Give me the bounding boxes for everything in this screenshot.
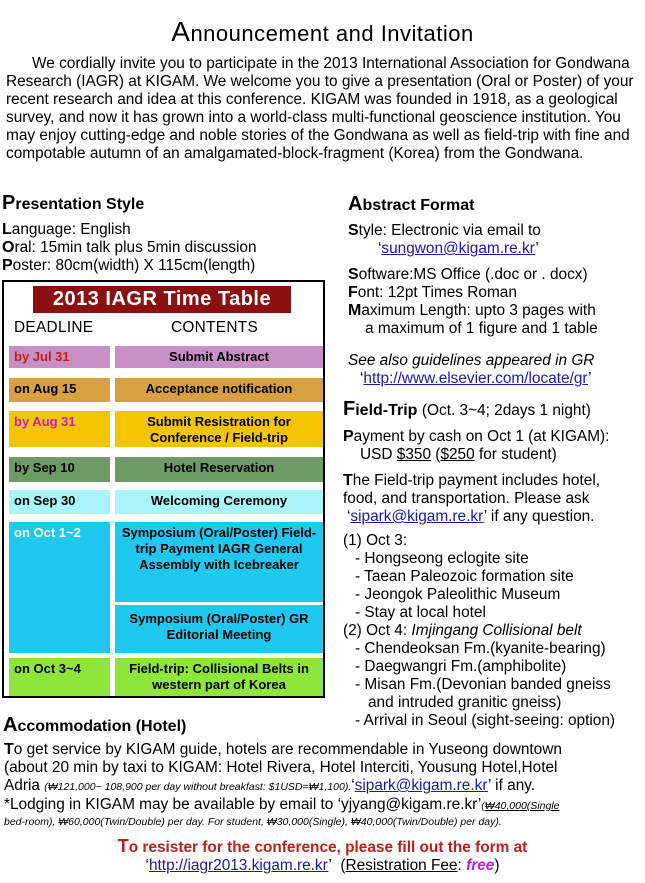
line-text: anguage: English xyxy=(11,221,131,238)
includes-email-line: ‘sipark@kigam.re.kr’ if any question. xyxy=(347,508,595,525)
line-text: oftware:MS Office (.doc or . docx) xyxy=(358,266,588,283)
accommodation-body xyxy=(4,741,644,829)
day2-item: and intruded granitic gneiss) xyxy=(368,694,562,711)
line-text: he Field-trip payment includes hotel, xyxy=(352,472,601,489)
day2-title: Imjingang Collisional belt xyxy=(411,622,582,639)
row-deadline-0 xyxy=(9,346,110,368)
line-text: ayment by cash on Oct 1 (at KIGAM): xyxy=(353,428,610,445)
acc-line-2: (about 20 min by taxi to KIGAM: Hotel Rivera, Hotel Interciti, Yousung Hotel,Hotel xyxy=(4,759,558,776)
page-title xyxy=(0,16,645,48)
includes-line xyxy=(343,472,645,490)
day2-item: - Arrival in Seoul (sight-seeing: option) xyxy=(355,712,616,729)
style-line xyxy=(348,222,645,240)
deadline-text: on Aug 15 xyxy=(14,381,77,396)
fieldtrip-section xyxy=(343,398,645,730)
accommodation-heading xyxy=(3,714,333,737)
presentation-section xyxy=(2,192,322,275)
contents-header: CONTENTS xyxy=(171,319,259,336)
row-content-0: Submit Abstract xyxy=(115,346,323,368)
heading-cap: A xyxy=(348,193,363,215)
day2-item: - Daegwangri Fm.(amphibolite) xyxy=(355,658,567,675)
heading-rest: o resister for the conference, please fill out the form at xyxy=(128,839,528,856)
heading-rest: ccommodation (Hotel) xyxy=(17,718,187,735)
heading-cap: A xyxy=(3,714,18,736)
line-text: aximum Length: upto 3 pages with xyxy=(361,302,596,319)
oral-line xyxy=(2,239,322,257)
line-text: ont: 12pt Times Roman xyxy=(357,284,517,301)
line-text: o get service by KIGAM guide, hotels are recommendable in Yuseong downtown xyxy=(13,741,562,758)
line-text: oster: 80cm(width) X 115cm(length) xyxy=(12,257,256,274)
gr-link[interactable]: http://www.elsevier.com/locate/gr xyxy=(363,370,589,387)
deadline-text: on Sep 30 xyxy=(14,493,76,508)
row-deadline-2 xyxy=(9,411,110,447)
line-cap: S xyxy=(348,266,359,283)
row-deadline-1 xyxy=(9,378,110,402)
hotel-email-link[interactable]: sipark@kigam.re.kr xyxy=(354,777,489,794)
day1-item: - Taean Paleozoic formation site xyxy=(355,568,574,585)
deadline-text: by Aug 31 xyxy=(14,414,76,429)
email-tail: if any question. xyxy=(486,508,595,525)
line-cap: M xyxy=(348,302,362,319)
payment-amount-line: USD $350 ($250 for student) xyxy=(360,446,557,463)
price-note: (₩40,000(Single xyxy=(481,800,560,812)
line-cap: F xyxy=(348,284,358,301)
price-note: (₩121,000~ 108,900 per day without breakfast: $1USD=₩1,100). xyxy=(44,781,352,793)
fieldtrip-email-link[interactable]: sipark@kigam.re.kr xyxy=(350,508,484,525)
heading-cap: T xyxy=(117,836,129,856)
timetable-title: 2013 IAGR Time Table xyxy=(33,286,291,313)
font-line xyxy=(348,284,645,302)
abstract-section xyxy=(348,193,645,388)
day2-item: - Misan Fm.(Devonian banded gneiss xyxy=(355,676,611,693)
register-link-line: ‘http://iagr2013.kigam.re.kr’ (Resistration Fee: free) xyxy=(145,857,500,874)
register-heading xyxy=(0,837,645,857)
row-content-1: Acceptance notification xyxy=(115,378,323,402)
deadline-header: DEADLINE xyxy=(14,319,94,336)
timetable xyxy=(2,280,325,698)
row-content-5a: Symposium (Oral/Poster) Field-trip Payment IAGR General Assembly with Icebreaker xyxy=(115,522,323,602)
maxlen-line-2: a maximum of 1 figure and 1 table xyxy=(365,320,598,337)
heading-note: (Oct. 3~4; 2days 1 night) xyxy=(421,402,591,419)
day1-heading: (1) Oct 3: xyxy=(343,532,408,549)
row-content-6: Field-trip: Collisional Belts in western part of Korea xyxy=(115,658,323,696)
day2-item: - Chendeoksan Fm.(kyanite-bearing) xyxy=(355,640,606,657)
line-cap: S xyxy=(348,222,359,239)
register-link[interactable]: http://iagr2013.kigam.re.kr xyxy=(148,857,329,874)
payment-line xyxy=(343,428,645,446)
student-label: for student) xyxy=(474,446,557,463)
day1-item: - Hongseong eclogite site xyxy=(355,550,529,567)
see-also-line: See also guidelines appeared in GR xyxy=(348,352,595,369)
row-content-3: Hotel Reservation xyxy=(115,457,323,482)
line-text: *Lodging in KIGAM may be available by email to ‘yjyang@kigam.re.kr’ xyxy=(4,796,482,813)
software-line xyxy=(348,266,645,284)
day1-item: - Stay at local hotel xyxy=(355,604,486,621)
row-content-2: Submit Resistration for Conference / Field-trip xyxy=(115,411,323,447)
intro-text: We cordially invite you to participate in the 2013 International Association for Gondwana Research (IAGR) at KIGAM. We welcome you to give a presentation (Oral or Poster) of your recent research and idea at this conference. KIGAM was founded in 1918, as a geological survey, and now it has grown into a world-class multi-functional geoscience institution. You may enjoy cutting-edge and noble stories of the Gondwana as well as field-trip with fine and compotable autumn of an amalgamated-block-fragment (Korea) from the Gondwana. xyxy=(6,55,634,162)
row-deadline-6 xyxy=(9,658,110,696)
deadline-text: by Sep 10 xyxy=(14,460,75,475)
line-cap: P xyxy=(2,257,13,274)
day1-item: - Jeongok Paleolithic Museum xyxy=(355,586,561,603)
heading-cap: P xyxy=(2,192,16,214)
acc-line-5: bed-room), ₩60,000(Twin/Double) per day. For student, ₩30,000(Single), ₩40,000(Twin/Double) per day). xyxy=(4,816,502,828)
acc-line-1 xyxy=(4,741,644,759)
row-content-4: Welcoming Ceremony xyxy=(115,490,323,514)
line-cap: O xyxy=(2,239,15,256)
day2-prefix: (2) Oct 4: xyxy=(343,622,412,639)
includes-line-2: food, and transportation. Please ask xyxy=(343,490,590,507)
row-deadline-4 xyxy=(9,490,110,514)
intro-paragraph xyxy=(6,55,636,163)
heading-cap: F xyxy=(343,398,356,420)
acc-line-4 xyxy=(4,796,644,815)
line-cap: L xyxy=(2,221,12,238)
row-content-5b: Symposium (Oral/Poster) GR Editorial Meeting xyxy=(115,605,323,653)
registration-section xyxy=(0,837,645,875)
day2-heading xyxy=(343,622,645,640)
poster-line xyxy=(2,257,322,275)
fee-value: free xyxy=(466,857,495,874)
fieldtrip-heading xyxy=(343,398,645,421)
deadline-text: on Oct 3~4 xyxy=(14,661,81,676)
presentation-heading xyxy=(2,192,322,215)
line-cap: P xyxy=(343,428,354,445)
acc-line-3: Adria (₩121,000~ 108,900 per day without breakfast: $1USD=₩1,100).‘sipark@kigam.re.kr’ if any. xyxy=(4,777,536,794)
line-text: Adria xyxy=(4,777,45,794)
heading-rest: ield-Trip xyxy=(355,402,418,419)
gr-link-line: ‘http://www.elsevier.com/locate/gr’ xyxy=(360,370,592,387)
deadline-text: on Oct 1~2 xyxy=(14,525,81,540)
title-cap: A xyxy=(171,16,191,47)
title-rest: nnouncement and Invitation xyxy=(190,21,474,46)
row-deadline-3 xyxy=(9,457,110,482)
deadline-text: by Jul 31 xyxy=(14,349,70,364)
price-250: $250 xyxy=(440,446,475,463)
line-cap: T xyxy=(4,741,14,758)
fee-label: Resistration Fee xyxy=(345,857,458,874)
usd-label: USD xyxy=(360,446,397,463)
line-tail: if any. xyxy=(490,777,536,794)
language-line xyxy=(2,221,322,239)
style-email-line: ‘sungwon@kigam.re.kr’ xyxy=(378,240,539,257)
line-cap: T xyxy=(343,472,353,489)
row-deadline-5 xyxy=(9,522,110,653)
heading-rest: bstract Format xyxy=(362,197,475,214)
price-350: $350 xyxy=(396,446,432,463)
abstract-heading xyxy=(348,193,645,216)
maxlen-line xyxy=(348,302,645,320)
heading-rest: resentation Style xyxy=(15,196,145,213)
abstract-email-link[interactable]: sungwon@kigam.re.kr xyxy=(381,240,536,257)
line-text: ral: 15min talk plus 5min discussion xyxy=(14,239,257,256)
line-text: tyle: Electronic via email to xyxy=(358,222,541,239)
